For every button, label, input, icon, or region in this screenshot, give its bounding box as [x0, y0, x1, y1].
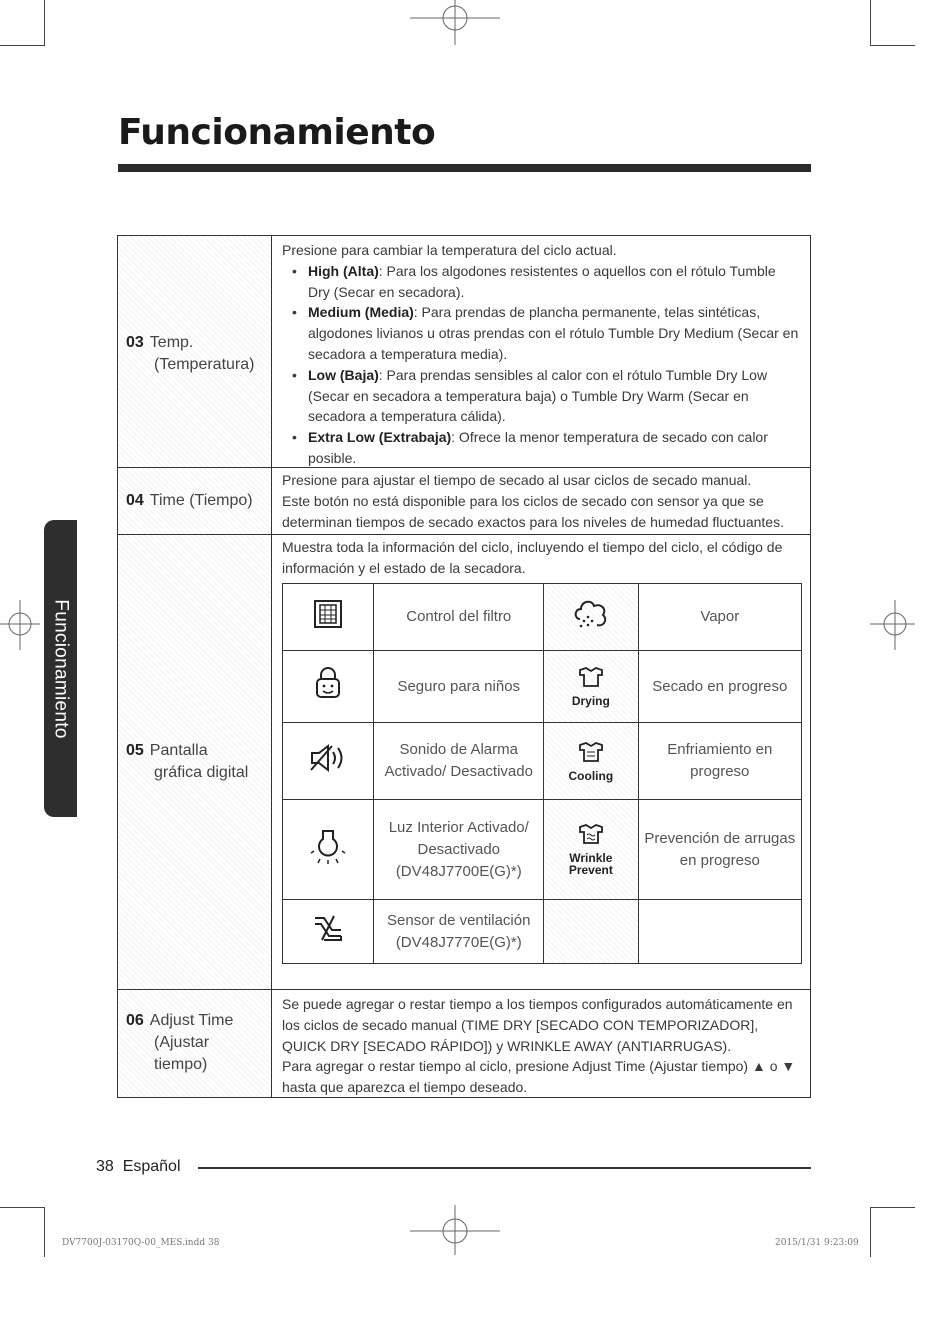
description-text: Presione para ajustar el tiempo de secado al usar ciclos de secado manual.: [282, 472, 752, 488]
bullet-text: : Para prendas sensibles al calor con el rótulo Tumble Dry Low (Secar en secadora a temperatura baja) o Tumble Dry Warm (Secar en secadora a temperatura cálida).: [308, 366, 768, 425]
display-icons-table: [282, 583, 802, 964]
description-text: Presione para cambiar la temperatura del ciclo actual.: [282, 242, 617, 258]
bullet-item: • High (Alta): Para los algodones resistentes o aquellos con el rótulo Tumble Dry (Secar en secadora).: [292, 262, 776, 300]
row-label-line: Time (Tiempo): [149, 492, 253, 509]
row-number: 05: [126, 742, 144, 759]
description-text: Muestra toda la información del ciclo, incluyendo el tiempo del ciclo, el código de información y el estado de la secadora.: [282, 539, 783, 576]
icon-row: [283, 900, 802, 964]
page-footer: [96, 1158, 181, 1176]
row-number: 03: [126, 334, 144, 351]
description-text: Se puede agregar o restar tiempo a los tiempos configurados automáticamente en los ciclos de secado manual (TIME DRY [SECADO CON TEMPORIZADOR], QUICK DRY [SECADO RÁPIDO]) y WRINKLE AWAY (ANTIARRUGAS).: [282, 996, 793, 1054]
bullet-term: Extra Low (Extrabaja): [308, 429, 452, 446]
row-number: 06: [126, 1012, 144, 1029]
steam-icon: [544, 584, 638, 651]
row-label-line: Adjust Time: [149, 1012, 234, 1029]
footer-language: Español: [122, 1158, 181, 1175]
row-label-cell: [118, 990, 272, 1097]
crop-mark: [870, 1207, 871, 1257]
icon-description: Sensor de ventilación (DV48J7770E(G)*): [374, 900, 544, 964]
row-label-cell: [118, 535, 272, 989]
row-number: 04: [126, 492, 144, 509]
icon-caption: Drying: [571, 694, 610, 708]
bullet-term: High (Alta): [308, 262, 379, 279]
icon-row: [283, 723, 802, 800]
bullet-item: • Medium (Media): Para prendas de plancha permanente, telas sintéticas, algodones livianos u otras prendas con el rótulo Tumble Dry Medium (Secar en secadora a temperatura media).: [292, 304, 799, 362]
icon-description: Luz Interior Activado/ Desactivado (DV48J7700E(G)*): [374, 800, 544, 900]
row-label-line: gráfica digital: [154, 764, 249, 781]
row-label-line: (Temperatura): [154, 356, 255, 373]
crop-mark: [0, 1207, 45, 1208]
cooling-icon: [544, 723, 638, 800]
registration-mark-left: [0, 600, 40, 650]
icon-description: Vapor: [638, 584, 801, 651]
registration-mark-top: [410, 0, 500, 50]
print-slug-right: 2015/1/31 9:23:09: [775, 1238, 859, 1248]
icon-description: Enfriamiento en progreso: [638, 723, 801, 800]
icon-row: [283, 651, 802, 723]
registration-mark-bottom: [410, 1205, 500, 1255]
table-row-temp: [118, 236, 810, 468]
registration-mark-right: [870, 600, 915, 650]
page-number: 38: [96, 1158, 114, 1175]
icon-caption: Cooling: [568, 768, 614, 783]
crop-mark: [44, 1207, 45, 1257]
icon-caption: Wrinkle Prevent: [568, 851, 613, 877]
drum-light-icon: [283, 800, 374, 900]
row-label-line: (Ajustar: [154, 1034, 210, 1051]
icon-description: Secado en progreso: [638, 651, 801, 723]
row-description: [272, 990, 810, 1098]
row-description: [272, 236, 810, 469]
bullet-text: : Para los algodones resistentes o aquellos con el rótulo Tumble Dry (Secar en secadora).: [308, 262, 776, 300]
row-label-line: Pantalla: [149, 742, 208, 759]
crop-mark: [0, 45, 45, 46]
table-row-adjust-time: [118, 990, 810, 1097]
vent-sensor-icon: [283, 900, 374, 964]
table-row-time: [118, 468, 810, 535]
row-label: [126, 332, 254, 376]
mute-icon: [283, 723, 374, 800]
wrinkle-prevent-icon: [544, 800, 638, 900]
bullet-item: • Extra Low (Extrabaja): Ofrece la menor temperatura de secado con calor posible.: [292, 429, 768, 466]
description-text: Este botón no está disponible para los ciclos de secado con sensor ya que se determinan tiempos de secado exactos para los niveles de humedad fluctuantes.: [282, 492, 784, 530]
bullet-term: Medium (Media): [308, 304, 414, 321]
icon-description: Prevención de arrugas en progreso: [638, 800, 801, 900]
row-label: [126, 490, 253, 512]
row-label-cell: [118, 468, 272, 534]
crop-mark: [870, 0, 871, 46]
crop-mark: [870, 45, 915, 46]
crop-mark: [44, 0, 45, 46]
icon-row: [283, 800, 802, 900]
row-label: [126, 740, 248, 784]
drying-icon: [544, 651, 638, 723]
empty-icon-cell: [544, 900, 638, 964]
icon-description: Seguro para niños: [374, 651, 544, 723]
child-lock-icon: [283, 651, 374, 723]
icon-description: Control del filtro: [374, 584, 544, 651]
row-label: [126, 1010, 233, 1076]
side-tab-label: Funcionamiento: [50, 598, 72, 739]
row-description: [272, 468, 810, 532]
icon-description: [638, 900, 801, 964]
page-title: Funcionamiento: [118, 112, 436, 153]
row-label-cell: [118, 236, 272, 467]
footer-rule: [198, 1167, 811, 1169]
description-text: Para agregar o restar tiempo al ciclo, presione Adjust Time (Ajustar tiempo) ▲ o ▼ hasta que aparezca el tiempo deseado.: [282, 1058, 796, 1096]
table-row-display: [118, 535, 810, 990]
bullet-text: : Para prendas de plancha permanente, telas sintéticas, algodones livianos u otras prendas con el rótulo Tumble Dry Medium (Secar en secadora a temperatura media).: [308, 304, 799, 362]
bullet-term: Low (Baja): [308, 366, 379, 383]
icon-description: Sonido de Alarma Activado/ Desactivado: [374, 723, 544, 800]
title-rule: [118, 164, 811, 172]
row-description: [272, 535, 810, 579]
print-slug-left: DV7700J-03170Q-00_MES.indd 38: [62, 1238, 220, 1248]
icon-row: [283, 584, 802, 651]
controls-table: [117, 235, 811, 1098]
section-side-tab: [44, 520, 77, 817]
filter-icon: [283, 584, 374, 651]
row-label-line: tiempo): [154, 1056, 208, 1073]
row-label-line: Temp.: [149, 334, 194, 351]
bullet-item: • Low (Baja): Para prendas sensibles al calor con el rótulo Tumble Dry Low (Secar en secadora a temperatura baja) o Tumble Dry Warm (Secar en secadora a temperatura cálida).: [292, 366, 768, 425]
crop-mark: [870, 1207, 915, 1208]
bullet-text: : Ofrece la menor temperatura de secado con calor posible.: [308, 429, 768, 466]
